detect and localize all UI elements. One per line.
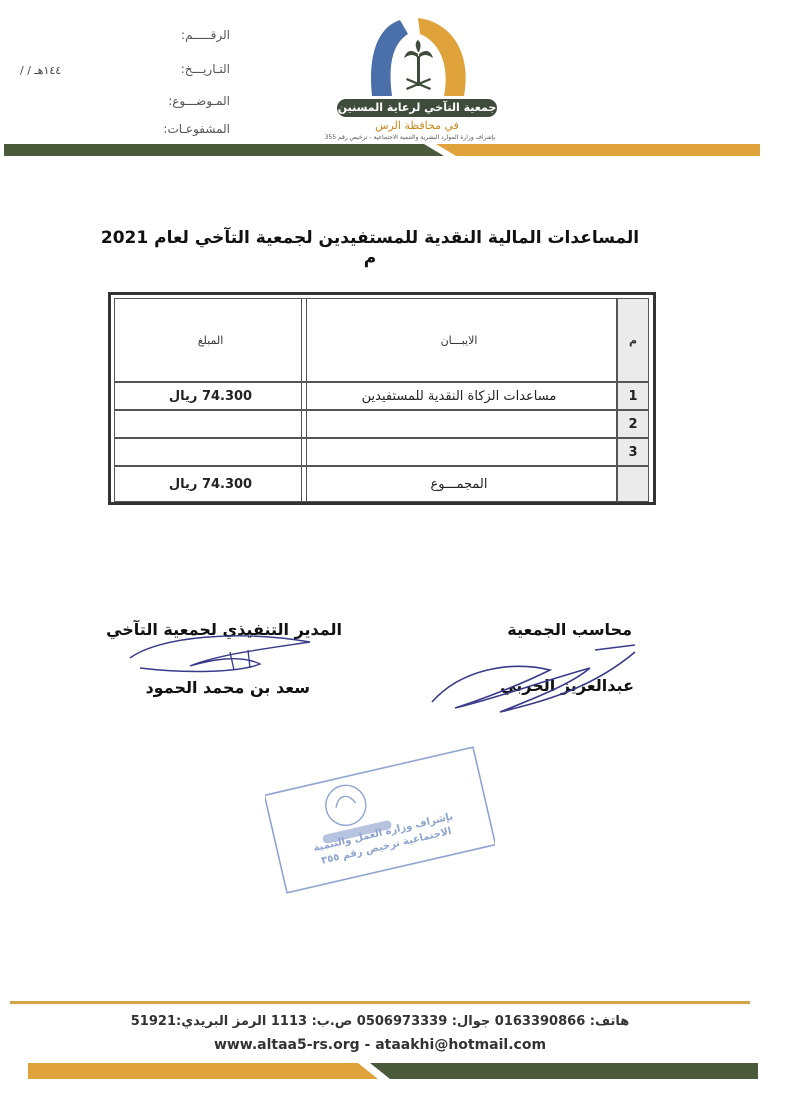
accountant-title: محاسب الجمعية xyxy=(507,620,632,639)
official-stamp xyxy=(265,740,495,900)
accountant-name: عبدالعزيز الحربي xyxy=(500,676,634,695)
row-amount: 74.300 ريال xyxy=(114,382,307,410)
total-amount: 74.300 ريال xyxy=(114,466,307,502)
row-description xyxy=(301,410,617,438)
director-title: المدير التنفيذي لجمعية التآخي xyxy=(106,620,342,639)
row-index: 3 xyxy=(617,438,649,466)
document-title: المساعدات المالية النقدية للمستفيدين لجمعية التآخي لعام 2021 م xyxy=(100,228,640,268)
total-index-cell xyxy=(617,466,649,502)
footer-divider xyxy=(10,1001,750,1004)
row-amount xyxy=(114,410,307,438)
date-value: / / ١٤٤هـ xyxy=(20,64,62,77)
subject-label: المـوضـــوع: xyxy=(168,94,230,108)
director-signature-icon xyxy=(120,628,340,688)
association-city: في محافظة الرس xyxy=(375,119,459,132)
aid-table xyxy=(108,292,656,505)
footer-stripe xyxy=(28,1063,758,1079)
row-description xyxy=(301,438,617,466)
total-label: المجمـــوع xyxy=(301,466,617,502)
row-index: 2 xyxy=(617,410,649,438)
association-name-banner: جمعية التآخي لرعاية المسنين xyxy=(337,99,497,117)
header-description: الايبـــان xyxy=(301,298,617,382)
header-amount: المبلغ xyxy=(114,298,307,382)
director-name: سعد بن محمد الحمود xyxy=(145,678,310,697)
footer-contact: هاتف: 0163390866 جوال: 0506973339 ص.ب: 1113 الرمز البريدي:51921 xyxy=(130,1014,630,1029)
header-index: م xyxy=(617,298,649,382)
row-amount xyxy=(114,438,307,466)
accountant-signature-icon xyxy=(420,630,650,720)
number-label: الرقـــــم: xyxy=(181,28,230,42)
date-label: التـاريـــخ: xyxy=(180,62,230,76)
association-license: بإشراف وزارة الموارد البشرية والتنمية الاجتماعية - ترخيص رقم 355 xyxy=(324,134,496,141)
row-description: مساعدات الزكاة النقدية للمستفيدين xyxy=(301,382,617,410)
footer-website: www.altaa5-rs.org - ataakhi@hotmail.com xyxy=(213,1037,547,1053)
stamp-text: بإشراف وزارة العمل والتنمية الاجتماعية ترخيص رقم ٣٥٥ xyxy=(312,811,455,867)
header-stripe xyxy=(4,144,760,156)
attachments-label: المشفوعـات: xyxy=(163,122,230,136)
row-index: 1 xyxy=(617,382,649,410)
hands-emblem-icon xyxy=(330,14,510,104)
